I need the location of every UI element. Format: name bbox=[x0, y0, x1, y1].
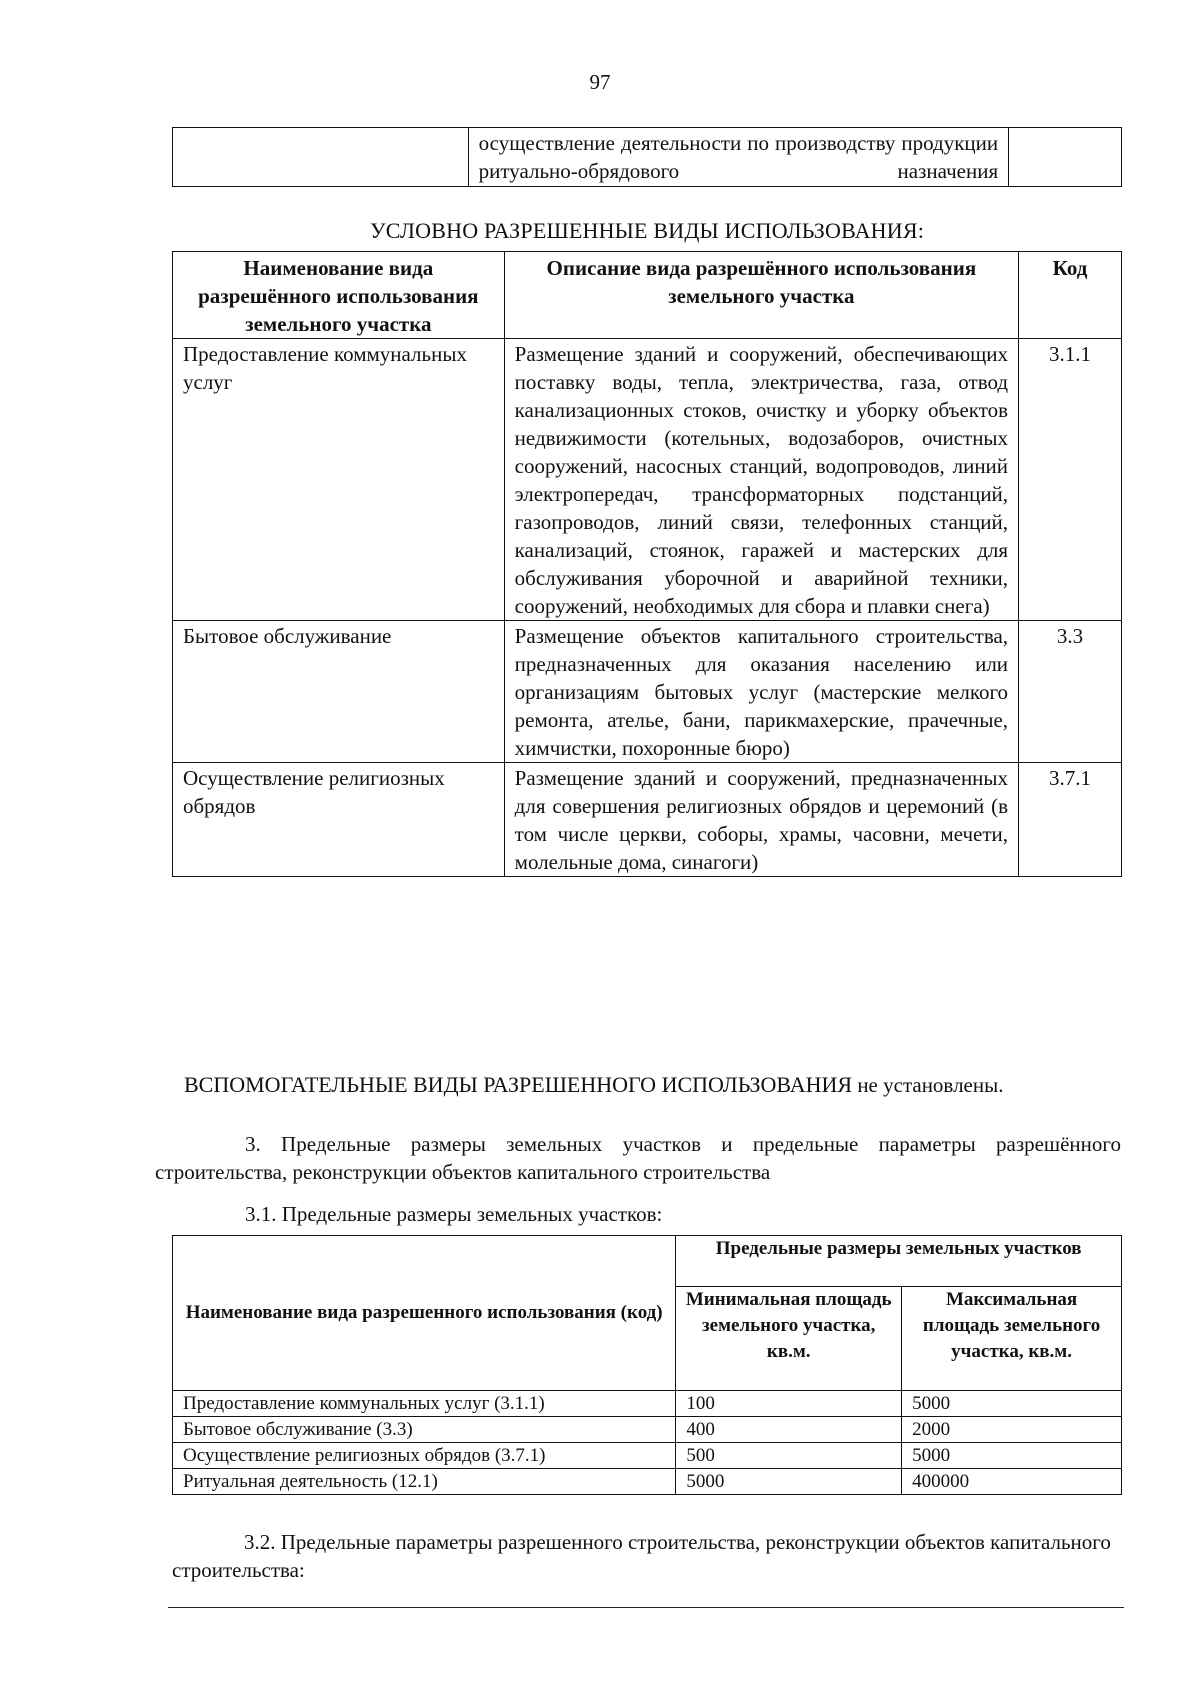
size-max: 5000 bbox=[902, 1391, 1122, 1417]
size-use-name: Предоставление коммунальных услуг (3.1.1) bbox=[173, 1391, 676, 1417]
table-row bbox=[173, 128, 1122, 187]
size-min: 5000 bbox=[676, 1469, 902, 1495]
plot-sizes-table bbox=[172, 1235, 1122, 1495]
use-name-cell bbox=[173, 128, 469, 187]
use-code-cell: 3.1.1 bbox=[1019, 339, 1122, 621]
table-row bbox=[173, 621, 1122, 763]
header-code: Код bbox=[1019, 252, 1122, 339]
use-description-cell: Размещение объектов капитального строительства, предназначенных для оказания населению или организациям бытовых услуг (мастерские мелкого ремонта, ателье, бани, парикмахерские, прачечные, химчистки, похоронные бюро) bbox=[504, 621, 1018, 763]
header-max-area: Максимальная площадь земельного участка, кв.м. bbox=[902, 1287, 1122, 1391]
footer-divider bbox=[168, 1607, 1124, 1608]
table-row bbox=[173, 339, 1122, 621]
table-row bbox=[173, 1417, 1122, 1443]
header-description: Описание вида разрешённого использования земельного участка bbox=[504, 252, 1018, 339]
page-number: 97 bbox=[589, 70, 611, 94]
size-min: 400 bbox=[676, 1417, 902, 1443]
size-min: 500 bbox=[676, 1443, 902, 1469]
use-name-cell: Бытовое обслуживание bbox=[173, 621, 505, 763]
size-use-name: Осуществление религиозных обрядов (3.7.1) bbox=[173, 1443, 676, 1469]
size-max: 400000 bbox=[902, 1469, 1122, 1495]
size-min: 100 bbox=[676, 1391, 902, 1417]
use-code-cell: 3.3 bbox=[1019, 621, 1122, 763]
table-row bbox=[173, 763, 1122, 877]
table-row bbox=[173, 1443, 1122, 1469]
use-code-cell: 3.7.1 bbox=[1019, 763, 1122, 877]
use-description-cell: Размещение зданий и сооружений, обеспечивающих поставку воды, тепла, электричества, газа, отвод канализационных стоков, очистку и уборку объектов недвижимости (котельных, водозаборов, очистных сооружений, насосных станций, водопроводов, линий электропередач, трансформаторных подстанций, газопроводов, линий связи, телефонных станций, канализаций, стоянок, гаражей и мастерских для обслуживания уборочной и аварийной техники, сооружений, необходимых для сбора и плавки снега) bbox=[504, 339, 1018, 621]
header-use-name: Наименование вида разрешенного использования (код) bbox=[173, 1236, 676, 1391]
auxiliary-uses-rest: не установлены. bbox=[852, 1073, 1004, 1097]
header-min-area: Минимальная площадь земельного участка, кв.м. bbox=[676, 1287, 902, 1391]
use-name-cell: Осуществление религиозных обрядов bbox=[173, 763, 505, 877]
continuation-table bbox=[172, 127, 1122, 187]
size-max: 2000 bbox=[902, 1417, 1122, 1443]
header-name: Наименование вида разрешённого использования земельного участка bbox=[173, 252, 505, 339]
auxiliary-uses-caps: ВСПОМОГАТЕЛЬНЫЕ ВИДЫ РАЗРЕШЕННОГО ИСПОЛЬЗОВАНИЯ bbox=[184, 1072, 853, 1097]
table-header-row bbox=[173, 252, 1122, 339]
header-size-limits: Предельные размеры земельных участков bbox=[676, 1236, 1122, 1287]
table-row bbox=[173, 1391, 1122, 1417]
use-description-cell: осуществление деятельности по производству продукции ритуально-обрядового назначения bbox=[468, 128, 1008, 187]
table-header-row bbox=[173, 1236, 1122, 1287]
section-3-paragraph: 3. Предельные размеры земельных участков и предельные параметры разрешённого строительства, реконструкции объектов капитального строительства bbox=[155, 1132, 1121, 1184]
conditional-uses-heading: УСЛОВНО РАЗРЕШЕННЫЕ ВИДЫ ИСПОЛЬЗОВАНИЯ: bbox=[369, 218, 925, 243]
auxiliary-uses-statement bbox=[184, 1072, 1003, 1098]
size-use-name: Ритуальная деятельность (12.1) bbox=[173, 1469, 676, 1495]
section-3-2-paragraph: 3.2. Предельные параметры разрешенного строительства, реконструкции объектов капитального строительства: bbox=[172, 1530, 1111, 1582]
size-max: 5000 bbox=[902, 1443, 1122, 1469]
use-code-cell bbox=[1009, 128, 1122, 187]
table-row bbox=[173, 1469, 1122, 1495]
use-description-cell: Размещение зданий и сооружений, предназначенных для совершения религиозных обрядов и церемоний (в том числе церкви, соборы, храмы, часовни, мечети, молельные дома, синагоги) bbox=[504, 763, 1018, 877]
use-name-cell: Предоставление коммунальных услуг bbox=[173, 339, 505, 621]
section-3-1-heading: 3.1. Предельные размеры земельных участков: bbox=[245, 1202, 663, 1226]
size-use-name: Бытовое обслуживание (3.3) bbox=[173, 1417, 676, 1443]
conditional-uses-table bbox=[172, 251, 1122, 877]
